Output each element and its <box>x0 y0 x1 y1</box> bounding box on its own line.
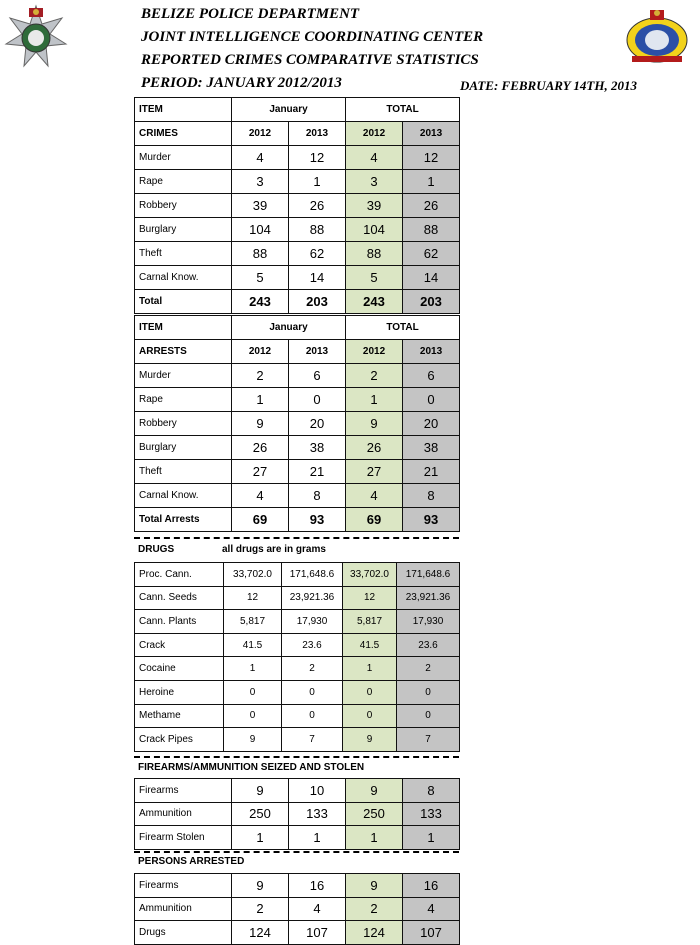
value-cell: 2 <box>232 364 289 388</box>
table-row <box>135 921 460 945</box>
value-cell: 0 <box>224 680 282 704</box>
year-header: 2012 <box>232 340 289 364</box>
row-label: Firearms <box>135 779 232 803</box>
row-label: Drugs <box>135 921 232 945</box>
value-cell: 62 <box>403 242 460 266</box>
table-row <box>135 266 460 290</box>
value-cell: 107 <box>403 921 460 945</box>
table-row <box>135 388 460 412</box>
value-cell: 1 <box>232 388 289 412</box>
table-row <box>135 610 460 634</box>
row-label: Crack <box>135 633 224 657</box>
row-label: Carnal Know. <box>135 484 232 508</box>
value-cell: 0 <box>343 680 397 704</box>
year-header: 2013 <box>403 122 460 146</box>
persons-title: PERSONS ARRESTED <box>138 856 245 867</box>
value-cell: 1 <box>289 170 346 194</box>
value-cell: 23.6 <box>397 633 460 657</box>
year-header: 2012 <box>232 122 289 146</box>
table-row <box>135 586 460 610</box>
value-cell: 1 <box>224 657 282 681</box>
row-label: Murder <box>135 364 232 388</box>
value-cell: 4 <box>232 484 289 508</box>
value-cell: 250 <box>346 802 403 826</box>
value-cell: 5 <box>346 266 403 290</box>
value-cell: 5,817 <box>224 610 282 634</box>
value-cell: 0 <box>224 704 282 728</box>
value-cell: 107 <box>289 921 346 945</box>
value-cell: 41.5 <box>343 633 397 657</box>
value-cell: 2 <box>397 657 460 681</box>
table-row <box>135 779 460 803</box>
value-cell: 14 <box>289 266 346 290</box>
value-cell: 9 <box>346 779 403 803</box>
firearms-table <box>134 778 460 850</box>
row-label: Ammunition <box>135 802 232 826</box>
value-cell: 250 <box>232 802 289 826</box>
value-cell: 23.6 <box>282 633 343 657</box>
value-cell: 9 <box>346 412 403 436</box>
persons-table <box>134 873 460 945</box>
year-header: 2012 <box>346 122 403 146</box>
drugs-note: all drugs are in grams <box>222 544 326 555</box>
value-cell: 9 <box>232 412 289 436</box>
table-row <box>135 874 460 898</box>
value-cell: 0 <box>403 388 460 412</box>
item-header: ITEM <box>135 98 232 122</box>
value-cell: 9 <box>346 874 403 898</box>
value-cell: 17,930 <box>282 610 343 634</box>
value-cell: 104 <box>346 218 403 242</box>
value-cell: 9 <box>232 779 289 803</box>
row-label: Cann. Plants <box>135 610 224 634</box>
value-cell: 8 <box>403 779 460 803</box>
row-label: Burglary <box>135 218 232 242</box>
row-label: Robbery <box>135 412 232 436</box>
table-row <box>135 897 460 921</box>
value-cell: 124 <box>346 921 403 945</box>
value-cell: 1 <box>403 826 460 850</box>
value-cell: 33,702.0 <box>343 563 397 587</box>
total-value: 203 <box>403 290 460 314</box>
row-label: Theft <box>135 460 232 484</box>
value-cell: 88 <box>403 218 460 242</box>
table-row <box>135 680 460 704</box>
table-row <box>135 704 460 728</box>
value-cell: 23,921.36 <box>282 586 343 610</box>
value-cell: 0 <box>282 704 343 728</box>
value-cell: 0 <box>289 388 346 412</box>
section-label: CRIMES <box>135 122 232 146</box>
value-cell: 8 <box>403 484 460 508</box>
value-cell: 1 <box>403 170 460 194</box>
total-value: 203 <box>289 290 346 314</box>
value-cell: 4 <box>403 897 460 921</box>
value-cell: 133 <box>289 802 346 826</box>
value-cell: 62 <box>289 242 346 266</box>
value-cell: 26 <box>289 194 346 218</box>
year-header: 2013 <box>289 340 346 364</box>
value-cell: 41.5 <box>224 633 282 657</box>
police-badge-logo <box>2 4 70 72</box>
value-cell: 21 <box>289 460 346 484</box>
value-cell: 39 <box>232 194 289 218</box>
total-header: TOTAL <box>346 98 460 122</box>
value-cell: 5,817 <box>343 610 397 634</box>
value-cell: 4 <box>346 146 403 170</box>
table-row <box>135 484 460 508</box>
year-row <box>135 340 460 364</box>
value-cell: 26 <box>232 436 289 460</box>
value-cell: 0 <box>397 680 460 704</box>
value-cell: 12 <box>343 586 397 610</box>
drugs-table <box>134 562 460 752</box>
value-cell: 7 <box>397 728 460 752</box>
january-header: January <box>232 316 346 340</box>
table-row <box>135 218 460 242</box>
value-cell: 4 <box>346 484 403 508</box>
year-header: 2012 <box>346 340 403 364</box>
value-cell: 4 <box>289 897 346 921</box>
row-label: Theft <box>135 242 232 266</box>
value-cell: 2 <box>232 897 289 921</box>
row-label: Proc. Cann. <box>135 563 224 587</box>
total-label: Total <box>135 290 232 314</box>
section-divider <box>134 537 459 539</box>
value-cell: 171,648.6 <box>397 563 460 587</box>
value-cell: 8 <box>289 484 346 508</box>
table-row <box>135 633 460 657</box>
period-label: PERIOD: JANUARY 2012/2013 <box>141 75 342 91</box>
row-label: Rape <box>135 170 232 194</box>
arrests-table <box>134 315 460 532</box>
value-cell: 38 <box>403 436 460 460</box>
value-cell: 88 <box>346 242 403 266</box>
value-cell: 1 <box>346 826 403 850</box>
value-cell: 14 <box>403 266 460 290</box>
section-label: ARRESTS <box>135 340 232 364</box>
value-cell: 7 <box>282 728 343 752</box>
value-cell: 1 <box>346 388 403 412</box>
table-row <box>135 436 460 460</box>
value-cell: 2 <box>282 657 343 681</box>
value-cell: 12 <box>403 146 460 170</box>
year-header: 2013 <box>403 340 460 364</box>
value-cell: 4 <box>232 146 289 170</box>
value-cell: 2 <box>346 897 403 921</box>
header-row <box>135 98 460 122</box>
report-date: DATE: FEBRUARY 14TH, 2013 <box>460 78 637 93</box>
row-label: Murder <box>135 146 232 170</box>
section-divider <box>134 756 459 758</box>
value-cell: 27 <box>346 460 403 484</box>
value-cell: 0 <box>343 704 397 728</box>
value-cell: 5 <box>232 266 289 290</box>
value-cell: 1 <box>289 826 346 850</box>
table-row <box>135 728 460 752</box>
value-cell: 26 <box>346 436 403 460</box>
value-cell: 27 <box>232 460 289 484</box>
table-row <box>135 826 460 850</box>
row-label: Methame <box>135 704 224 728</box>
value-cell: 38 <box>289 436 346 460</box>
value-cell: 124 <box>232 921 289 945</box>
value-cell: 88 <box>232 242 289 266</box>
value-cell: 88 <box>289 218 346 242</box>
value-cell: 3 <box>346 170 403 194</box>
value-cell: 39 <box>346 194 403 218</box>
value-cell: 6 <box>289 364 346 388</box>
total-row <box>135 290 460 314</box>
total-row <box>135 508 460 532</box>
value-cell: 9 <box>232 874 289 898</box>
total-label: Total Arrests <box>135 508 232 532</box>
table-row <box>135 657 460 681</box>
year-row <box>135 122 460 146</box>
drugs-title: DRUGS <box>138 544 175 555</box>
table-row <box>135 242 460 266</box>
table-row <box>135 146 460 170</box>
value-cell: 23,921.36 <box>397 586 460 610</box>
table-row <box>135 563 460 587</box>
total-value: 243 <box>232 290 289 314</box>
value-cell: 1 <box>343 657 397 681</box>
table-row <box>135 412 460 436</box>
header-line-1: BELIZE POLICE DEPARTMENT <box>141 6 360 22</box>
row-label: Ammunition <box>135 897 232 921</box>
value-cell: 1 <box>232 826 289 850</box>
value-cell: 0 <box>397 704 460 728</box>
value-cell: 17,930 <box>397 610 460 634</box>
value-cell: 16 <box>289 874 346 898</box>
total-value: 243 <box>346 290 403 314</box>
row-label: Cocaine <box>135 657 224 681</box>
value-cell: 2 <box>346 364 403 388</box>
row-label: Firearm Stolen <box>135 826 232 850</box>
total-value: 93 <box>403 508 460 532</box>
value-cell: 12 <box>289 146 346 170</box>
item-header: ITEM <box>135 316 232 340</box>
value-cell: 9 <box>224 728 282 752</box>
firearms-title: FIREARMS/AMMUNITION SEIZED AND STOLEN <box>138 762 365 773</box>
row-label: Cann. Seeds <box>135 586 224 610</box>
value-cell: 21 <box>403 460 460 484</box>
row-label: Crack Pipes <box>135 728 224 752</box>
header-line-3: REPORTED CRIMES COMPARATIVE STATISTICS <box>141 52 479 68</box>
row-label: Carnal Know. <box>135 266 232 290</box>
value-cell: 6 <box>403 364 460 388</box>
total-header: TOTAL <box>346 316 460 340</box>
january-header: January <box>232 98 346 122</box>
value-cell: 20 <box>289 412 346 436</box>
coat-of-arms-logo <box>620 8 694 64</box>
value-cell: 171,648.6 <box>282 563 343 587</box>
total-value: 69 <box>232 508 289 532</box>
row-label: Rape <box>135 388 232 412</box>
value-cell: 33,702.0 <box>224 563 282 587</box>
row-label: Heroine <box>135 680 224 704</box>
value-cell: 16 <box>403 874 460 898</box>
value-cell: 0 <box>282 680 343 704</box>
value-cell: 10 <box>289 779 346 803</box>
total-value: 93 <box>289 508 346 532</box>
table-row <box>135 170 460 194</box>
year-header: 2013 <box>289 122 346 146</box>
table-row <box>135 364 460 388</box>
header-row <box>135 316 460 340</box>
section-divider <box>134 851 459 853</box>
value-cell: 3 <box>232 170 289 194</box>
value-cell: 104 <box>232 218 289 242</box>
header-line-2: JOINT INTELLIGENCE COORDINATING CENTER <box>141 29 484 45</box>
value-cell: 9 <box>343 728 397 752</box>
value-cell: 12 <box>224 586 282 610</box>
value-cell: 133 <box>403 802 460 826</box>
value-cell: 20 <box>403 412 460 436</box>
value-cell: 26 <box>403 194 460 218</box>
row-label: Firearms <box>135 874 232 898</box>
crimes-table <box>134 97 460 314</box>
table-row <box>135 194 460 218</box>
row-label: Robbery <box>135 194 232 218</box>
total-value: 69 <box>346 508 403 532</box>
table-row <box>135 802 460 826</box>
row-label: Burglary <box>135 436 232 460</box>
table-row <box>135 460 460 484</box>
